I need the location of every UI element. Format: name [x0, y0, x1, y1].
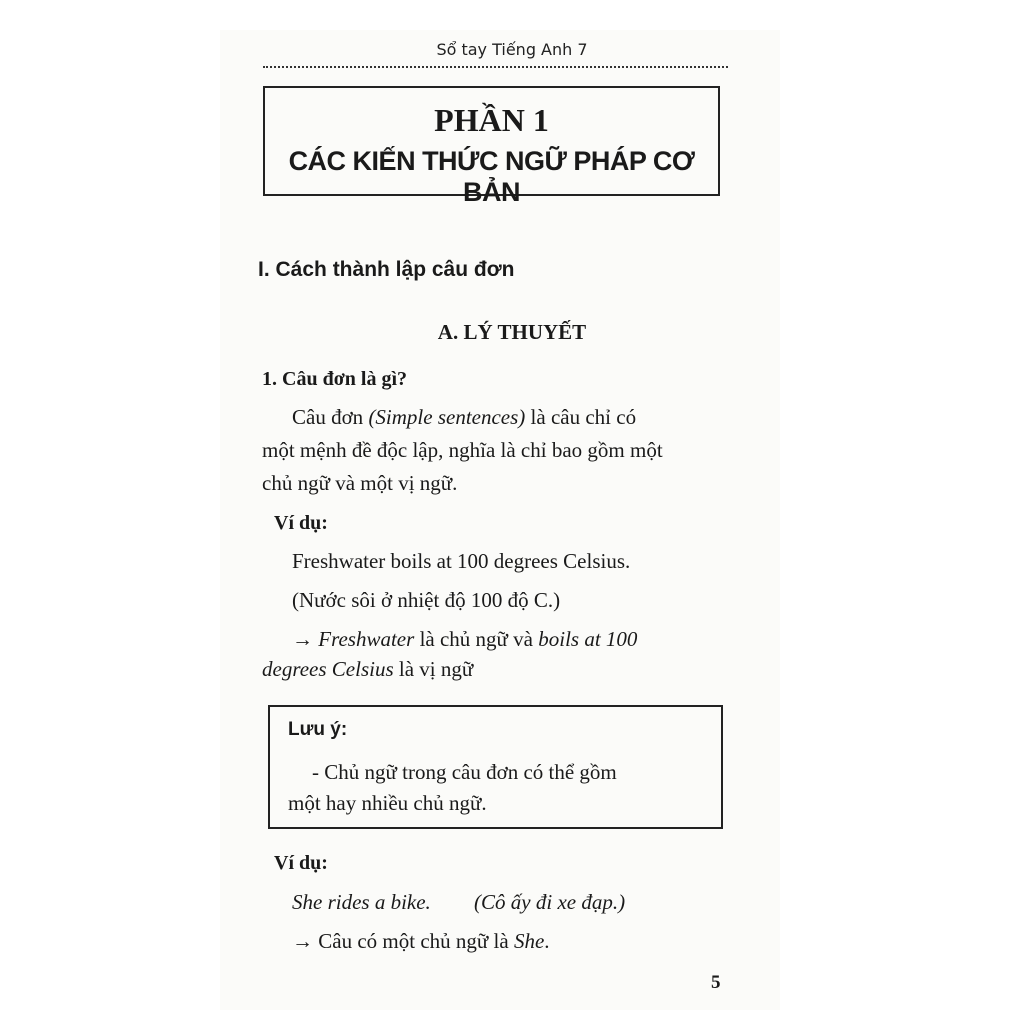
- explanation-text: là chủ ngữ và: [414, 627, 539, 651]
- definition-text: Câu đơn: [292, 405, 369, 429]
- definition-term: (Simple sentences): [368, 405, 526, 429]
- question-heading: 1. Câu đơn là gì?: [262, 368, 407, 390]
- example-explanation: [292, 929, 550, 954]
- definition-line-1: [292, 405, 636, 430]
- page-number: 5: [711, 972, 721, 993]
- predicate-term: boils at 100: [538, 627, 638, 651]
- definition-text: là câu chỉ có: [525, 405, 637, 429]
- note-line-2: một hay nhiều chủ ngữ.: [288, 791, 487, 815]
- note-box: [268, 705, 723, 829]
- subject-term: Freshwater: [318, 627, 415, 651]
- example-sentence: Freshwater boils at 100 degrees Celsius.: [292, 549, 631, 573]
- subsection-heading: A. LÝ THUYẾT: [437, 320, 587, 344]
- example-translation: (Nước sôi ở nhiệt độ 100 độ C.): [292, 588, 561, 612]
- part-subtitle: CÁC KIẾN THỨC NGỮ PHÁP CƠ BẢN: [288, 146, 695, 207]
- arrow-icon: →: [292, 929, 313, 953]
- subject-term: She: [513, 929, 545, 953]
- example-label: Ví dụ:: [274, 852, 328, 874]
- predicate-term: degrees Celsius: [262, 657, 394, 681]
- header-dotted-rule: [263, 66, 728, 68]
- note-line-1: - Chủ ngữ trong câu đơn có thể gồm: [312, 760, 617, 784]
- example-sentence: [292, 890, 625, 915]
- example-explanation-line-2: [262, 657, 473, 682]
- running-header: Sổ tay Tiếng Anh 7: [436, 40, 588, 59]
- part-title-box: [263, 86, 720, 207]
- example-sentence-text: She rides a bike.: [292, 890, 431, 914]
- definition-line-2: một mệnh đề độc lập, nghĩa là chỉ bao gồm một: [262, 438, 663, 462]
- section-heading: I. Cách thành lập câu đơn: [258, 258, 515, 281]
- explanation-text: .: [544, 929, 550, 953]
- example-label: Ví dụ:: [274, 512, 328, 534]
- note-title: Lưu ý:: [288, 719, 348, 740]
- arrow-icon: →: [292, 627, 313, 651]
- explanation-text: là vị ngữ: [393, 657, 474, 681]
- example-explanation-line-1: [292, 627, 637, 652]
- part-title: PHẦN 1: [434, 102, 549, 138]
- definition-line-3: chủ ngữ và một vị ngữ.: [262, 471, 458, 495]
- example-translation: (Cô ấy đi xe đạp.): [474, 890, 626, 914]
- explanation-text: Câu có một chủ ngữ là: [313, 929, 514, 953]
